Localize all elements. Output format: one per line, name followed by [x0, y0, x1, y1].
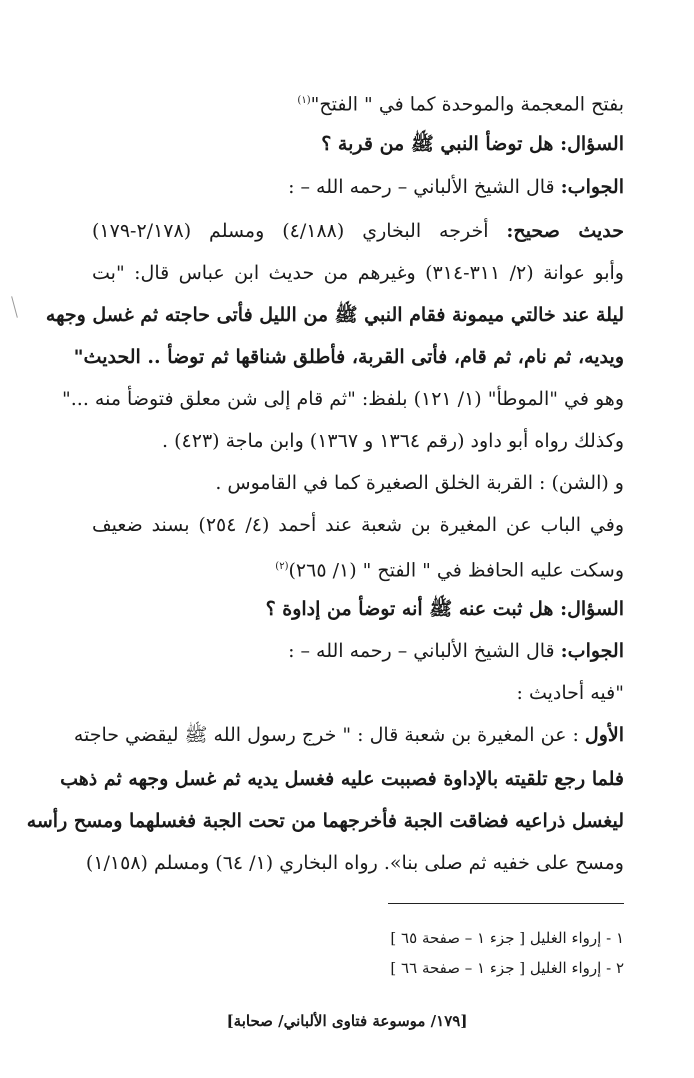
margin-mark	[11, 296, 18, 318]
text-line-18: ليغسل ذراعيه فضاقت الجبة فأخرجهما من تحت الجبة فغسلهما ومسح رأسه	[26, 810, 624, 832]
answer-1: الجواب: قال الشيخ الألباني – رحمه الله – :	[288, 176, 624, 198]
text-line-4: حديث صحيح: أخرجه البخاري (٤/١٨٨) ومسلم (٢/١٧٨-١٧٩)	[92, 220, 624, 242]
text-line-1: بفتح المعجمة والموحدة كما في " الفتح"$^{(١)}$	[297, 93, 624, 116]
text-line-10: و (الشن) : القربة الخلق الصغيرة كما في القاموس .	[215, 472, 624, 494]
first-hadith-label: الأول	[584, 724, 624, 746]
answer-label: الجواب:	[560, 640, 624, 662]
text-line-12: وسكت عليه الحافظ في " الفتح " (١/ ٢٦٥)$^{(٢)}$	[275, 559, 624, 582]
hadith-grade-label: حديث صحيح:	[506, 220, 624, 242]
footnote-2: ٢ - إرواء الغليل [ جزء ١ – صفحة ٦٦ ]	[390, 959, 624, 977]
text-line-9: وكذلك رواه أبو داود (رقم ١٣٦٤ و ١٣٦٧) وابن ماجة (٤٢٣) .	[162, 430, 624, 452]
footnote-divider	[388, 903, 624, 904]
text-line-5: وأبو عوانة (٢/ ٣١١-٣١٤) وغيرهم من حديث ابن عباس قال: "بت	[92, 262, 624, 284]
answer-2: الجواب: قال الشيخ الألباني – رحمه الله – :	[288, 640, 624, 662]
text-line-19: ومسح على خفيه ثم صلى بنا». رواه البخاري (١/ ٦٤) ومسلم (١/١٥٨)	[85, 852, 624, 874]
text-line-15: "فيه أحاديث :	[516, 682, 624, 704]
question-1: السؤال: هل توضأ النبي ﷺ من قربة ؟	[321, 133, 624, 155]
text-line-8: وهو في "الموطأ" (١/ ١٢١) بلفظ: "ثم قام إلى شن معلق فتوضأ منه ..."	[62, 388, 624, 410]
text-line-16: الأول : عن المغيرة بن شعبة قال : " خرج رسول الله ﷺ ليقضي حاجته	[73, 724, 624, 746]
answer-label: الجواب:	[560, 176, 624, 198]
text-line-17: فلما رجع تلقيته بالإداوة فصببت عليه فغسل يديه ثم غسل وجهه ثم ذهب	[60, 768, 624, 790]
text-line-11: وفي الباب عن المغيرة بن شعبة عند أحمد (٤/ ٢٥٤) بسند ضعيف	[92, 514, 624, 536]
page-footer: [١٧٩/ موسوعة فتاوى الألباني/ صحابة]	[226, 1012, 468, 1030]
question-label: السؤال:	[560, 598, 624, 620]
footnote-1: ١ - إرواء الغليل [ جزء ١ – صفحة ٦٥ ]	[390, 929, 624, 947]
text-line-6: ليلة عند خالتي ميمونة فقام النبي ﷺ من الليل فأتى حاجته ثم غسل وجهه	[45, 304, 624, 326]
question-2: السؤال: هل ثبت عنه ﷺ أنه توضأ من إداوة ؟	[265, 598, 624, 620]
question-label: السؤال:	[560, 133, 624, 155]
text-line-7: ويديه، ثم نام، ثم قام، فأتى القربة، فأطلق شناقها ثم توضأ .. الحديث"	[73, 346, 624, 368]
